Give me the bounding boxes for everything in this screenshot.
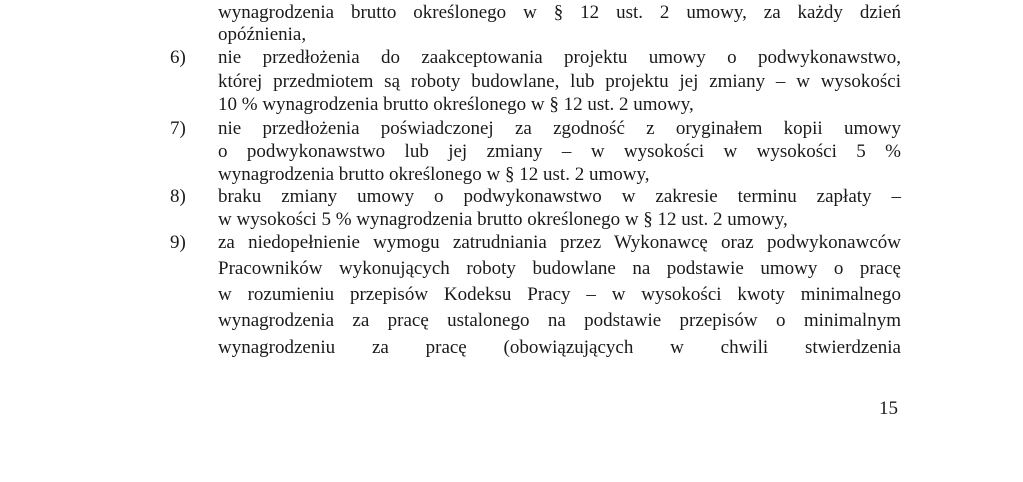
list-item-text-line: 10 % wynagrodzenia brutto określonego w § 12 ust. 2 umowy, [218,94,694,115]
list-item-text-line: braku zmiany umowy o podwykonawstwo w zakresie terminu zapłaty – [218,186,901,207]
list-item-text-line: opóźnienia, [218,24,307,45]
list-item-text-line: wynagrodzeniu za pracę (obowiązujących w chwili stwierdzenia [218,337,901,358]
list-item-text-line: za niedopełnienie wymogu zatrudniania przez Wykonawcę oraz podwykonawców [218,232,901,253]
list-item-text-line: w wysokości 5 % wynagrodzenia brutto określonego w § 12 ust. 2 umowy, [218,209,788,230]
list-item-text-line: wynagrodzenia brutto określonego w § 12 ust. 2 umowy, za każdy dzień [218,2,901,23]
list-item-text-line: wynagrodzenia za pracę ustalonego na podstawie przepisów o minimalnym [218,310,901,331]
list-item-text-line: o podwykonawstwo lub jej zmiany – w wysokości w wysokości 5 % [218,141,901,162]
list-item-number: 9) [170,232,186,253]
page-number: 15 [879,398,898,419]
list-item-number: 7) [170,118,186,139]
list-item-number: 8) [170,186,186,207]
list-item-number: 6) [170,47,186,68]
list-item-text-line: w rozumieniu przepisów Kodeksu Pracy – w wysokości kwoty minimalnego [218,284,901,305]
list-item-text-line: nie przedłożenia do zaakceptowania projektu umowy o podwykonawstwo, [218,47,901,68]
list-item-text-line: wynagrodzenia brutto określonego w § 12 ust. 2 umowy, [218,164,650,185]
list-item-text-line: Pracowników wykonujących roboty budowlane na podstawie umowy o pracę [218,258,901,279]
list-item-text-line: nie przedłożenia poświadczonej za zgodność z oryginałem kopii umowy [218,118,901,139]
list-item-text-line: której przedmiotem są roboty budowlane, lub projektu jej zmiany – w wysokości [218,71,901,92]
